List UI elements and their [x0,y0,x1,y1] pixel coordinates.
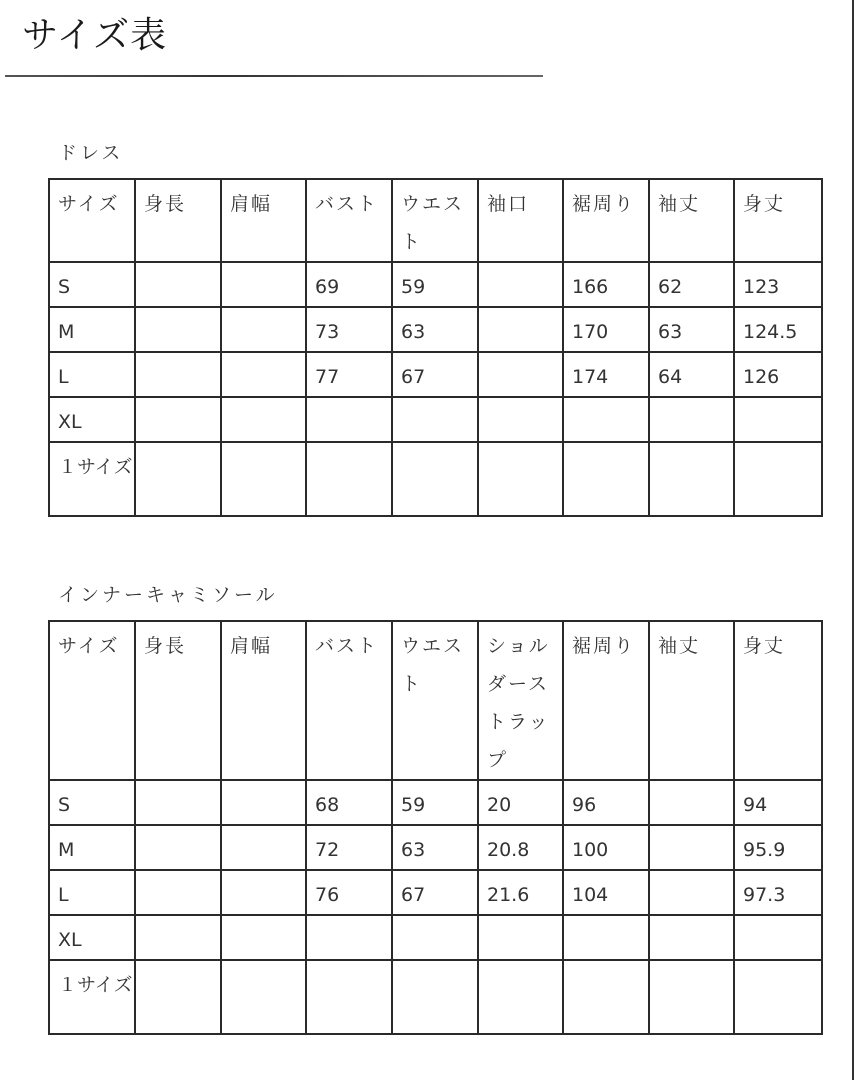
cell-shoulder [221,262,306,307]
cell-waist [392,960,478,1034]
section-title-camisole: インナーキャミソール [58,584,278,606]
header-cell-size: サイズ [49,179,135,262]
cell-shoulder-strap [478,915,563,960]
header-cell-waist: ウエスト [392,621,478,780]
cell-sleeve-length [649,780,734,825]
cell-height [135,960,221,1034]
table-row [49,960,822,1034]
cell-shoulder [221,397,306,442]
cell-body-length: 126 [734,352,822,397]
cell-sleeve-length [649,825,734,870]
cell-cuff [478,397,563,442]
table-header-row [49,179,822,262]
cell-hem [563,397,649,442]
cell-bust: 77 [306,352,392,397]
cell-shoulder [221,442,306,516]
cell-sleeve-length: 63 [649,307,734,352]
table-row [49,262,822,307]
header-cell-height: 身長 [135,621,221,780]
cell-bust [306,915,392,960]
header-cell-sleeve-length: 袖丈 [649,179,734,262]
cell-height [135,262,221,307]
table-row [49,442,822,516]
header-cell-height: 身長 [135,179,221,262]
section-title-dress: ドレス [58,142,124,164]
cell-shoulder-strap [478,960,563,1034]
cell-cuff [478,352,563,397]
page-title: サイズ表 [22,15,168,56]
cell-height [135,442,221,516]
header-cell-body-length: 身丈 [734,179,822,262]
table-row [49,352,822,397]
cell-height [135,397,221,442]
header-cell-body-length: 身丈 [734,621,822,780]
cell-waist: 59 [392,780,478,825]
cell-shoulder [221,915,306,960]
cell-shoulder [221,870,306,915]
cell-waist: 67 [392,352,478,397]
table-row [49,307,822,352]
cell-bust: 68 [306,780,392,825]
cell-hem: 170 [563,307,649,352]
cell-body-length [734,915,822,960]
cell-hem [563,960,649,1034]
table-row [49,780,822,825]
cell-shoulder-strap: 21.6 [478,870,563,915]
header-cell-hem: 裾周り [563,179,649,262]
cell-sleeve-length [649,397,734,442]
cell-shoulder [221,307,306,352]
cell-bust: 73 [306,307,392,352]
cell-size: L [49,870,135,915]
size-table-camisole [48,620,823,1035]
header-cell-sleeve-length: 袖丈 [649,621,734,780]
header-cell-bust: バスト [306,179,392,262]
cell-body-length: 97.3 [734,870,822,915]
cell-shoulder [221,825,306,870]
title-divider [5,75,543,77]
cell-shoulder [221,960,306,1034]
header-cell-shoulder: 肩幅 [221,621,306,780]
header-cell-size: サイズ [49,621,135,780]
cell-bust: 69 [306,262,392,307]
cell-hem: 100 [563,825,649,870]
cell-size: １サイズ [49,442,135,516]
cell-size: S [49,262,135,307]
cell-size: XL [49,397,135,442]
table-row [49,870,822,915]
cell-bust [306,397,392,442]
cell-hem [563,442,649,516]
cell-height [135,870,221,915]
cell-waist: 67 [392,870,478,915]
cell-hem: 104 [563,870,649,915]
table-row [49,397,822,442]
cell-body-length [734,442,822,516]
header-cell-shoulder-strap: ショルダーストラップ [478,621,563,780]
cell-size: M [49,825,135,870]
cell-sleeve-length [649,960,734,1034]
cell-height [135,307,221,352]
table-row [49,915,822,960]
cell-body-length [734,960,822,1034]
header-cell-cuff: 袖口 [478,179,563,262]
cell-sleeve-length [649,915,734,960]
cell-cuff [478,262,563,307]
cell-body-length [734,397,822,442]
cell-sleeve-length [649,870,734,915]
cell-height [135,352,221,397]
table-header-row [49,621,822,780]
cell-size: L [49,352,135,397]
cell-waist: 59 [392,262,478,307]
header-cell-bust: バスト [306,621,392,780]
cell-waist: 63 [392,307,478,352]
header-cell-waist: ウエスト [392,179,478,262]
cell-body-length: 94 [734,780,822,825]
cell-cuff [478,442,563,516]
cell-hem: 96 [563,780,649,825]
cell-size: １サイズ [49,960,135,1034]
cell-waist [392,915,478,960]
cell-bust [306,442,392,516]
cell-waist [392,442,478,516]
header-cell-hem: 裾周り [563,621,649,780]
cell-size: XL [49,915,135,960]
cell-height [135,915,221,960]
cell-body-length: 123 [734,262,822,307]
cell-waist [392,397,478,442]
cell-hem [563,915,649,960]
cell-height [135,825,221,870]
size-table-dress [48,178,823,517]
header-cell-shoulder: 肩幅 [221,179,306,262]
cell-sleeve-length: 62 [649,262,734,307]
cell-size: S [49,780,135,825]
cell-height [135,780,221,825]
cell-shoulder [221,352,306,397]
cell-size: M [49,307,135,352]
cell-shoulder-strap: 20 [478,780,563,825]
cell-body-length: 124.5 [734,307,822,352]
page-edge-line [852,0,854,1080]
cell-body-length: 95.9 [734,825,822,870]
cell-bust: 72 [306,825,392,870]
cell-sleeve-length: 64 [649,352,734,397]
cell-sleeve-length [649,442,734,516]
cell-shoulder [221,780,306,825]
cell-cuff [478,307,563,352]
cell-shoulder-strap: 20.8 [478,825,563,870]
cell-waist: 63 [392,825,478,870]
cell-bust [306,960,392,1034]
cell-hem: 166 [563,262,649,307]
cell-hem: 174 [563,352,649,397]
cell-bust: 76 [306,870,392,915]
table-row [49,825,822,870]
